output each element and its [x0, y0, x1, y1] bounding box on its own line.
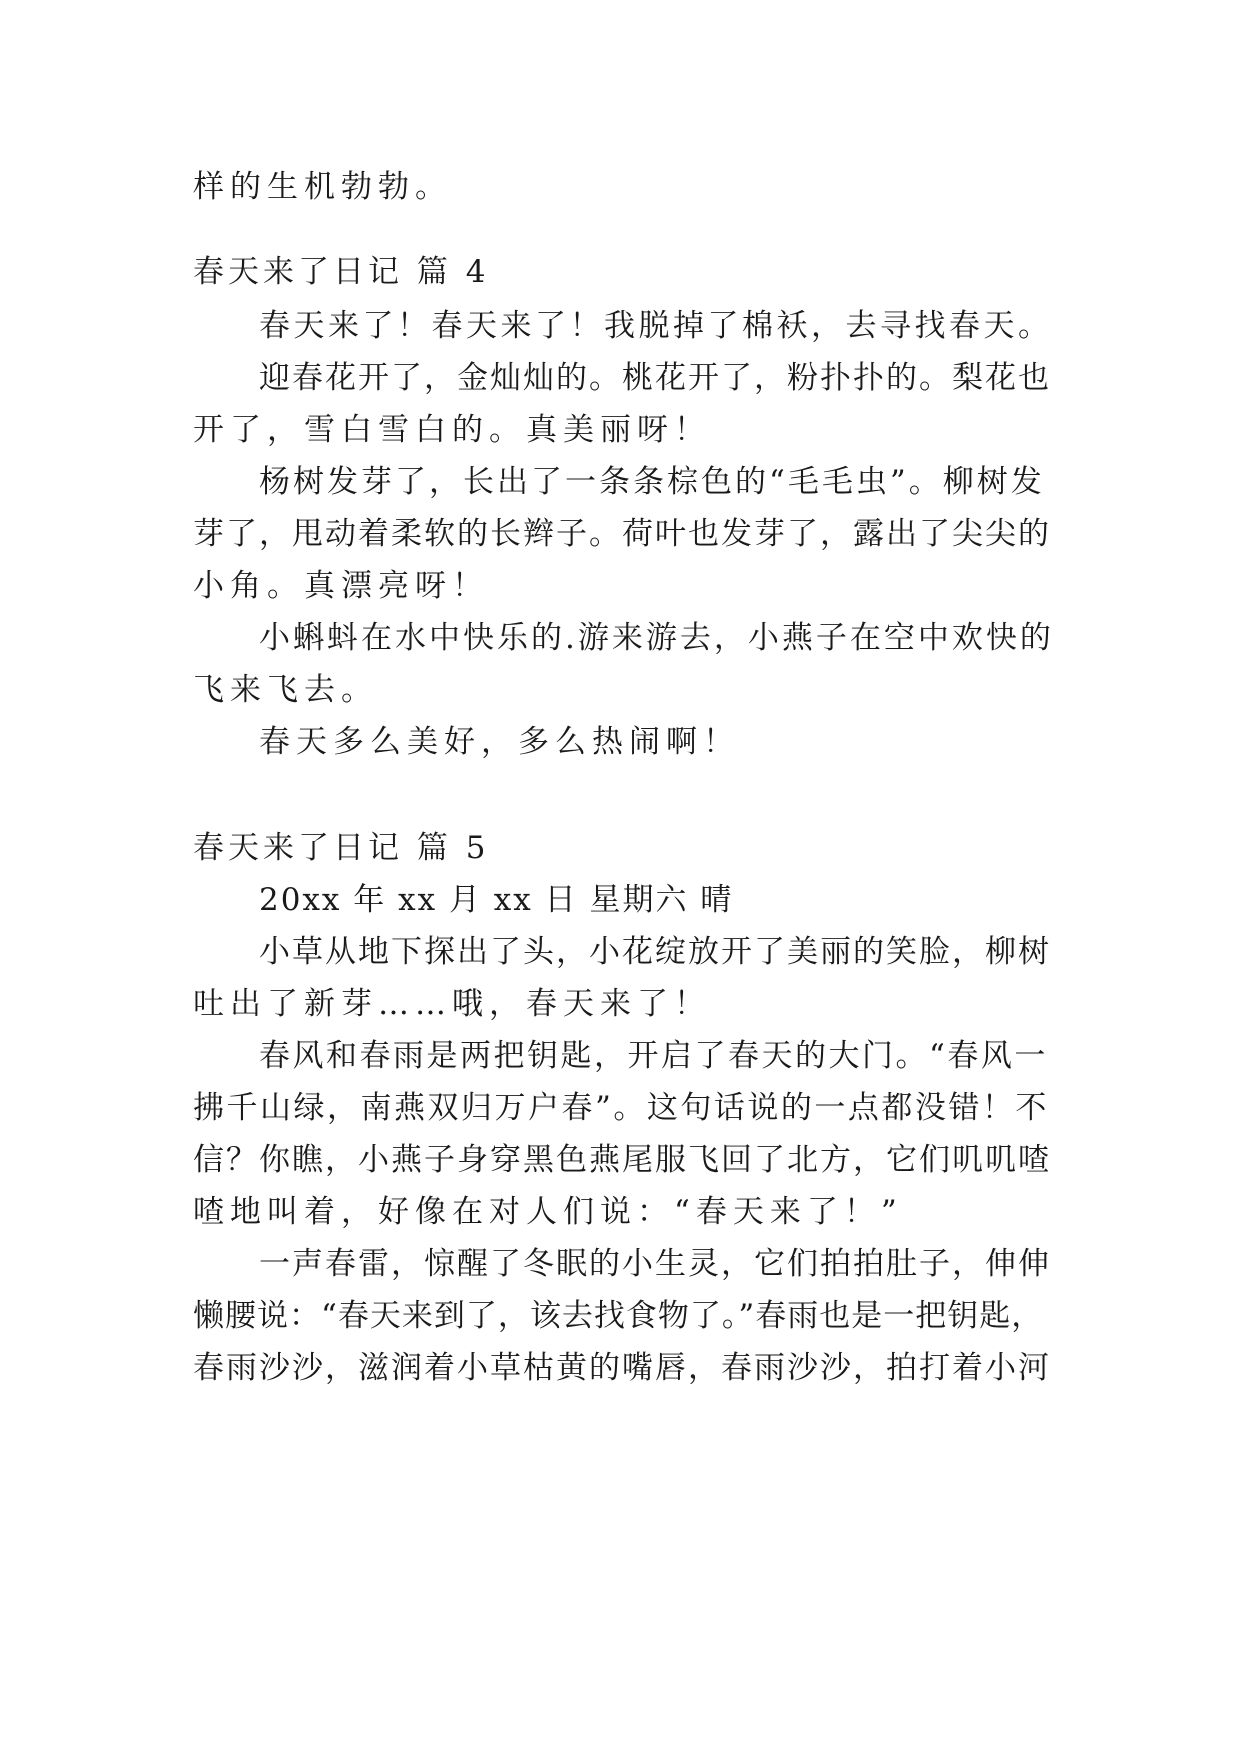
paragraph-line: 喳地叫着，好像在对人们说：“春天来了！”: [193, 1194, 903, 1230]
paragraph-line: 吐出了新芽……哦，春天来了！: [193, 986, 711, 1022]
paragraph-line: 春风和春雨是两把钥匙，开启了春天的大门。“春风一: [259, 1038, 1048, 1074]
paragraph-line: 样的生机勃勃。: [193, 169, 452, 205]
paragraph-line: 飞来飞去。: [193, 672, 378, 708]
paragraph-line: 一声春雷，惊醒了冬眠的小生灵，它们拍拍肚子，伸伸: [259, 1246, 1051, 1282]
paragraph-line: 迎春花开了，金灿灿的。桃花开了，粉扑扑的。梨花也: [259, 360, 1051, 396]
paragraph-line: 信？你瞧，小燕子身穿黑色燕尾服飞回了北方，它们叽叽喳: [193, 1142, 1051, 1178]
paragraph-line: 小草从地下探出了头，小花绽放开了美丽的笑脸，柳树: [259, 934, 1051, 970]
paragraph-line: 懒腰说：“春天来到了，该去找食物了。”春雨也是一把钥匙，: [193, 1298, 1044, 1334]
paragraph-line: 小蝌蚪在水中快乐的.游来游去，小燕子在空中欢快的: [259, 620, 1054, 656]
paragraph-line: 春天多么美好，多么热闹啊！: [259, 724, 740, 760]
paragraph-line: 拂千山绿，南燕双归万户春”。这句话说的一点都没错！不: [193, 1090, 1049, 1126]
paragraph-line: 芽了，甩动着柔软的长辫子。荷叶也发芽了，露出了尖尖的: [193, 516, 1051, 552]
paragraph-line: 杨树发芽了，长出了一条条棕色的“毛毛虫”。柳树发: [259, 464, 1045, 500]
paragraph-line: 春天来了！春天来了！我脱掉了棉袄，去寻找春天。: [259, 308, 1053, 344]
date-line: 20xx 年 xx 月 xx 日 星期六 晴: [259, 882, 734, 918]
entry-title: 春天来了日记 篇 4: [193, 254, 490, 290]
paragraph-line: 春雨沙沙，滋润着小草枯黄的嘴唇，春雨沙沙，拍打着小河: [193, 1350, 1051, 1386]
paragraph-line: 开了，雪白雪白的。真美丽呀！: [193, 412, 711, 448]
entry-title: 春天来了日记 篇 5: [193, 830, 490, 866]
paragraph-line: 小角。真漂亮呀！: [193, 568, 489, 604]
